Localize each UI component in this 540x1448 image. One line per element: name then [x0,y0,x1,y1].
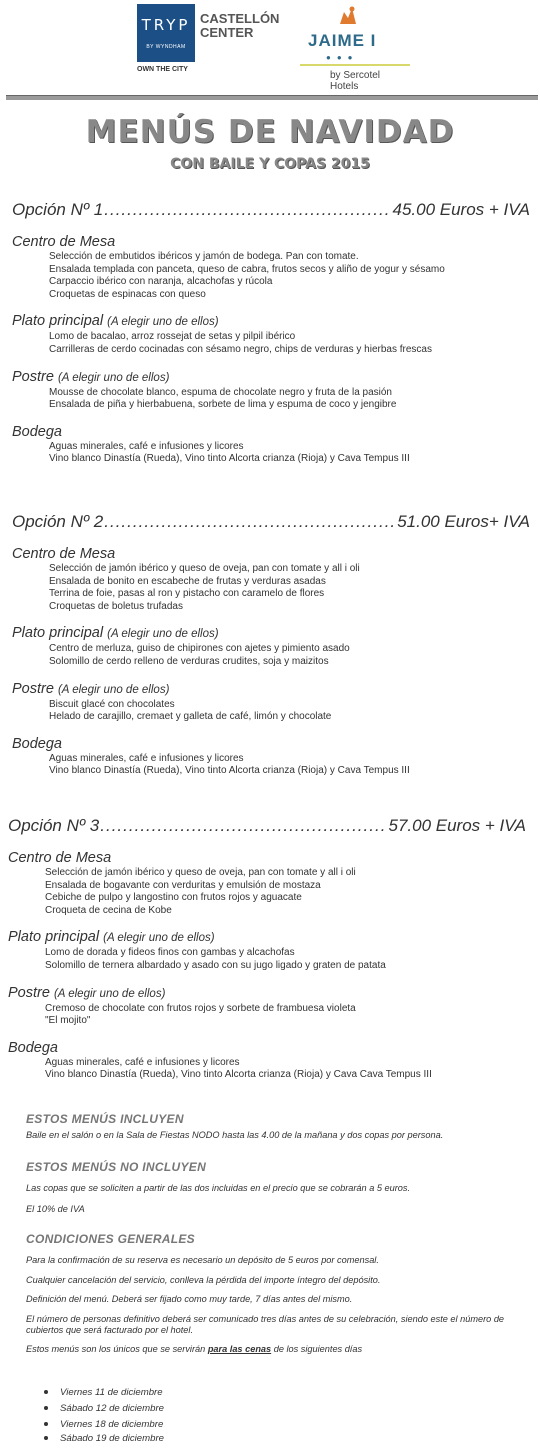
option-heading [12,512,530,534]
bullet-icon [44,1390,48,1394]
days-intro-after: de los siguientes días [271,1343,363,1354]
section-heading [12,234,530,251]
days-intro-before: Estos menús son los únicos que se servirán [26,1343,208,1354]
section-heading [8,985,526,1003]
menu-item: Selección de embutidos ibéricos y jamón de bodega. Pan con tomate. [49,251,359,262]
section-heading [8,850,526,867]
option-3 [8,816,526,1082]
menu-item: Aguas minerales, café e infusiones y licores [45,1056,240,1068]
tryp-tagline: OWN THE CITY [137,66,188,73]
menu-item: Terrina de foie, pasas al ron y pistacho con caramelo de flores [49,588,325,600]
section-title: Plato principal [8,929,100,946]
menu-section [12,234,530,301]
menu-item: Vino blanco Dinastía (Rueda), Vino tinto Alcorta crianza (Rioja) y Cava Tempus III [49,453,410,465]
section-note: (A elegir uno de ellos) [57,683,170,696]
menu-section [12,424,530,466]
section-note: (A elegir uno de ellos) [103,932,215,945]
section-heading [12,625,530,643]
menu-section [12,625,530,668]
excludes-line: Las copas que se soliciten a partir de las dos incluidas en el precio que se cobrarán a 5 euros. [26,1183,411,1193]
menu-item: Aguas minerales, café e infusiones y licores [49,752,244,764]
option-1 [12,200,530,466]
section-heading [12,313,530,331]
menu-item: Carrilleras de cerdo cocinadas con sésamo negro, chips de verduras y hierbas frescas [49,343,432,355]
section-heading [12,369,530,387]
castellon-line-1: CASTELLÓN [200,11,280,26]
tryp-logo [137,4,195,62]
conditions-section [26,1232,531,1355]
section-title: Postre [12,680,54,697]
day-item [44,1433,164,1444]
page-subtitle: CON BAILE Y COPAS 2015 [170,156,370,172]
section-note: (A elegir uno de ellos) [107,628,219,641]
excludes-title: ESTOS MENÚS NO INCLUYEN [26,1160,207,1174]
section-heading [12,736,530,753]
includes-text: Baile en el salón o en la Sala de Fiestas NODO hasta las 4.00 de la mañana y dos copas por persona. [26,1130,444,1140]
jaime-divider [300,64,410,66]
menu-item: Helado de carajillo, cremaet y galleta de café, limón y chocolate [49,711,332,723]
jaime-logo-sub: by Sercotel Hotels [330,70,381,92]
conditions-line: Definición del menú. Deberá ser fijado como muy tarde, 7 días antes del mismo. [26,1294,353,1304]
menu-section [12,736,530,778]
day-item [44,1387,163,1398]
days-intro [26,1344,531,1356]
option-label: Opción Nº 1 [12,200,104,219]
menu-item: Ensalada de bonito en escabeche de frutas y verduras asadas [49,575,326,587]
includes-title: ESTOS MENÚS INCLUYEN [26,1112,184,1126]
section-heading [12,424,530,441]
jaime-logo [300,4,410,92]
section-heading [8,929,526,947]
jaime-dots: ●●● [326,53,359,62]
days-intro-emph: para las cenas [207,1343,272,1354]
menu-item: Solomillo de cerdo relleno de verduras crudites, soja y maizitos [49,655,329,667]
menu-item: Lomo de bacalao, arroz rossejat de setas y pilpil ibérico [49,331,296,343]
menu-item: Centro de merluza, guiso de chipirones con ajetes y pimiento asado [49,643,350,655]
section-title: Centro de Mesa [12,546,116,562]
menu-item: Selección de jamón ibérico y queso de oveja, pan con tomate y all i oli [49,563,360,574]
section-title: Centro de Mesa [12,234,116,250]
day-label: Sábado 19 de diciembre [60,1433,165,1444]
tryp-logo-name: TRYP [141,16,191,34]
menu-item: Vino blanco Dinastía (Rueda), Vino tinto Alcorta crianza (Rioja) y Cava Tempus III [49,765,410,777]
menu-item: Selección de jamón ibérico y queso de oveja, pan con tomate y all i oli [45,867,356,878]
bullet-icon [44,1422,48,1426]
menu-section [8,850,526,917]
section-title: Postre [12,368,54,385]
day-item [44,1419,163,1430]
jaime-logo-name: JAIME I [308,31,377,50]
section-title: Postre [8,984,50,1001]
menu-section [12,369,530,412]
leader-dots [100,816,387,836]
conditions-line: Para la confirmación de su reserva es necesario un depósito de 5 euros por comensal. [26,1255,379,1265]
conditions-line: Cualquier cancelación del servicio, conlleva la pérdida del importe íntegro del depósito. [26,1274,381,1285]
section-heading [12,546,530,563]
menu-section [12,681,530,724]
day-item [44,1403,164,1414]
excludes-line: El 10% de IVA [26,1203,85,1214]
menu-section [8,985,526,1028]
section-title: Centro de Mesa [8,850,112,866]
section-heading [12,681,530,699]
menu-item: Ensalada de bogavante con verduritas y emulsión de mostaza [45,879,321,891]
menu-item: Solomillo de ternera albardado y asado con su jugo ligado y graten de patata [45,959,386,971]
castellon-line-2: CENTER [200,25,254,40]
castellon-center-name [200,12,279,40]
section-note: (A elegir uno de ellos) [107,316,219,329]
section-heading [8,1040,526,1057]
conditions-line: El número de personas definitivo deberá ser comunicado tres días antes de su celebración, siendo este el número de cubiertos que será facturado por el hotel. [26,1313,505,1335]
day-label: Viernes 18 de diciembre [60,1419,164,1430]
jaime-crest-icon [336,4,360,28]
menu-item: Biscuit glacé con chocolates [49,698,175,710]
menu-item: Aguas minerales, café e infusiones y licores [49,440,244,452]
conditions-title: CONDICIONES GENERALES [26,1232,195,1246]
section-title: Bodega [12,735,62,752]
option-2 [12,512,530,778]
menu-section [8,929,526,972]
menu-item: Carpaccio ibérico con naranja, alcachofas y rúcola [49,276,273,288]
option-heading [8,816,526,838]
page-title: MENÚS DE NAVIDAD [85,114,455,150]
option-label: Opción Nº 2 [12,512,104,531]
menu-item: Lomo de dorada y fideos finos con gambas y alcachofas [45,947,295,959]
option-price: 57.00 Euros + IVA [388,816,526,835]
section-title: Bodega [8,1039,58,1056]
menu-item: Croqueta de cecina de Kobe [45,904,172,916]
excludes-section [26,1160,531,1215]
header-divider [6,95,538,100]
bullet-icon [44,1406,48,1410]
option-label: Opción Nº 3 [8,816,100,835]
day-label: Viernes 11 de diciembre [60,1387,163,1398]
section-title: Bodega [12,423,62,440]
menu-section [12,546,530,613]
section-note: (A elegir uno de ellos) [53,987,166,1000]
option-heading [12,200,530,222]
menu-item: Croquetas de espinacas con queso [49,288,206,300]
option-price: 51.00 Euros+ IVA [397,512,530,531]
menu-item: Vino blanco Dinastía (Rueda), Vino tinto Alcorta crianza (Rioja) y Cava Cava Tempus III [45,1069,432,1081]
leader-dots [104,512,396,532]
section-title: Plato principal [12,313,104,330]
menu-section [8,1040,526,1082]
menu-item: Cebiche de pulpo y langostino con frutos rojos y aguacate [45,892,302,904]
menu-section [12,313,530,356]
menu-item: Croquetas de boletus trufadas [49,600,183,612]
bullet-icon [44,1436,48,1440]
section-title: Plato principal [12,625,104,642]
menu-item: Cremoso de chocolate con frutos rojos y sorbete de frambuesa violeta [45,1002,356,1014]
menu-item: Ensalada templada con panceta, queso de cabra, frutos secos y aliño de yogur y sésamo [49,263,445,275]
includes-section [26,1112,531,1142]
day-label: Sábado 12 de diciembre [60,1403,165,1414]
tryp-logo-sub: BY WYNDHAM [146,44,186,50]
section-note: (A elegir uno de ellos) [57,371,170,384]
menu-item: "El mojito" [45,1015,91,1027]
option-price: 45.00 Euros + IVA [392,200,530,219]
menu-item: Ensalada de piña y hierbabuena, sorbete de lima y espuma de coco y jengibre [49,399,397,411]
menu-item: Mousse de chocolate blanco, espuma de chocolate negro y fruta de la pasión [49,386,392,398]
leader-dots [104,200,391,220]
header [0,0,540,90]
